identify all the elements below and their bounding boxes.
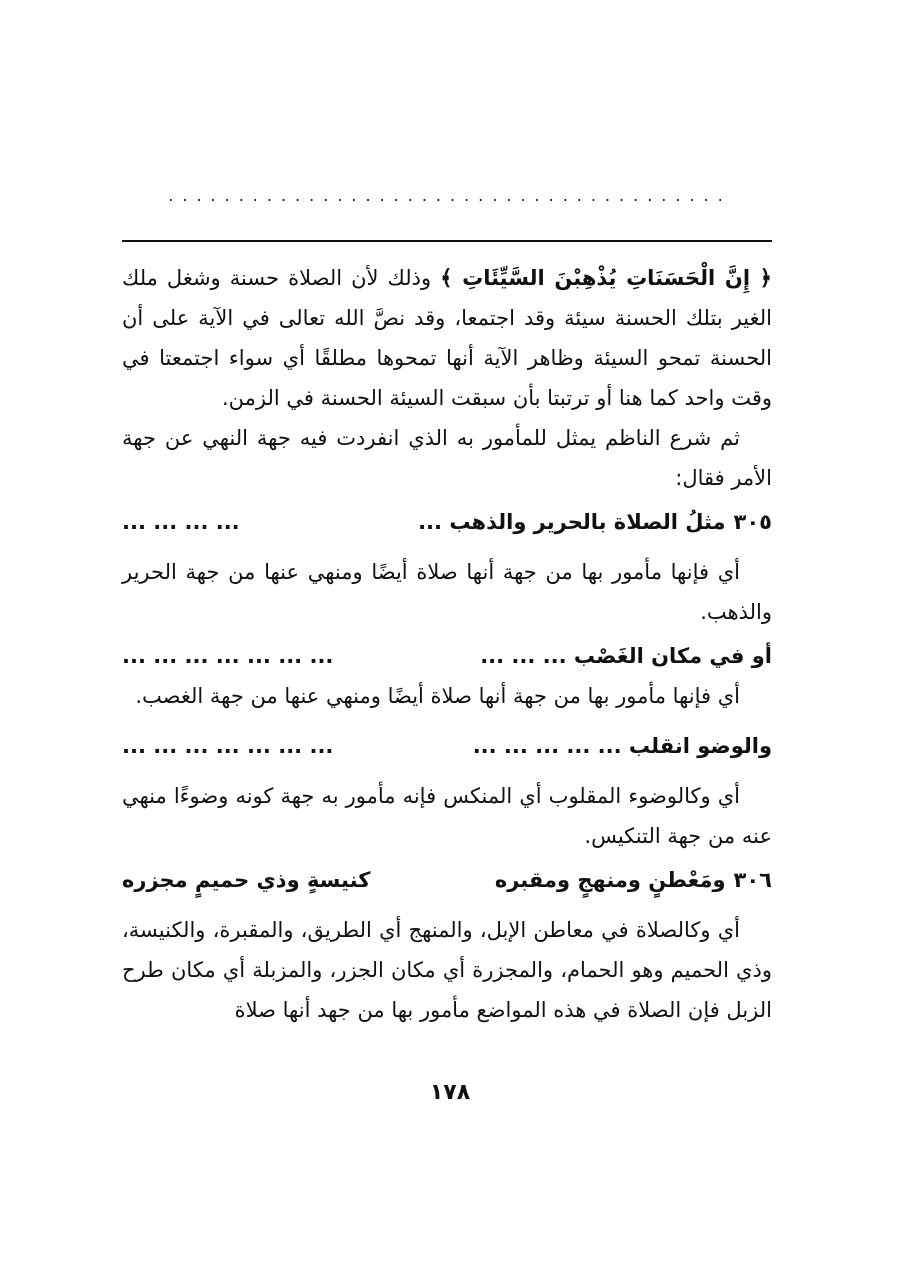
footnote-separator: ........................................ (168, 186, 732, 205)
paragraph-6: أي وكالصلاة في معاطن الإبل، والمنهج أي الطريق، والمقبرة، والكنيسة، وذي الحميم وهو الحمام، والمجزرة أي مكان الجزر، والمزبلة أي مكان طرح الزبل فإن الصلاة في هذه المواضع مأمور بها من جهد أنها صلاة (122, 918, 772, 1022)
verse-305 (122, 502, 772, 542)
verse-305-first-hemistich (418, 502, 772, 542)
paragraph-4: أي فإنها مأمور بها من جهة أنها صلاة أيضًا ومنهي عنها من جهة الغصب. (135, 684, 740, 708)
verse-ellipsis: ... ... ... (480, 644, 567, 668)
horizontal-rule (122, 240, 772, 242)
verse-ghasb-text: أو في مكان الغَصْب (573, 644, 772, 668)
verse-wudu-first-hemistich (473, 726, 772, 766)
verse-ghasb (122, 636, 772, 676)
verse-306 (122, 860, 772, 900)
page-body (122, 258, 772, 1030)
paragraph-1-text: وذلك لأن الصلاة حسنة وشغل ملك الغير بتلك الحسنة سيئة وقد اجتمعا، وقد نصَّ الله تعالى في الآية على أن الحسنة تمحو السيئة وظاهر الآية أنها تمحوها مطلقًا أي سواء اجتمعتا في وقت واحد كما هنا أو ترتبتا بأن سبقت السيئة الحسنة في الزمن. (122, 266, 772, 410)
verse-wudu-second-hemistich: ... ... ... ... ... ... ... (122, 734, 334, 758)
paragraph-2: ثم شرع الناظم يمثل للمأمور به الذي انفردت فيه جهة النهي عن جهة الأمر فقال: (122, 426, 772, 490)
verse-number: ٣٠٥ (733, 510, 772, 534)
page-number: ١٧٨ (429, 1080, 471, 1105)
verse-306-second-hemistich: كنيسةٍ وذي حميمٍ مجزره (122, 868, 371, 892)
verse-ghasb-second-hemistich: ... ... ... ... ... ... ... (122, 644, 334, 668)
paragraph-1 (122, 258, 772, 418)
quran-verse: ﴿ إِنَّ الْحَسَنَاتِ يُذْهِبْنَ السَّيِّئَاتِ ﴾ (440, 266, 772, 290)
verse-305-second-hemistich: ... ... ... ... (122, 510, 240, 534)
verse-306-text-a: ومَعْطنٍ ومنهجٍ ومقبره (494, 868, 726, 892)
verse-wudu-text: والوضو انقلب (628, 734, 772, 758)
verse-ghasb-first-hemistich (480, 636, 772, 676)
paragraph-3: أي فإنها مأمور بها من جهة أنها صلاة أيضًا ومنهي عنها من جهة الحرير والذهب. (122, 560, 772, 624)
verse-ellipsis: ... ... ... ... ... (472, 734, 622, 758)
verse-number: ٣٠٦ (733, 868, 772, 892)
paragraph-5: أي وكالوضوء المقلوب أي المنكس فإنه مأمور به جهة كونه وضوءًا منهي عنه من جهة التنكيس. (122, 784, 772, 848)
verse-306-first-hemistich (495, 860, 772, 900)
verse-wudu (122, 726, 772, 766)
verse-305-text: مثلُ الصلاة بالحرير والذهب (449, 510, 726, 534)
verse-ellipsis: ... (418, 510, 442, 534)
